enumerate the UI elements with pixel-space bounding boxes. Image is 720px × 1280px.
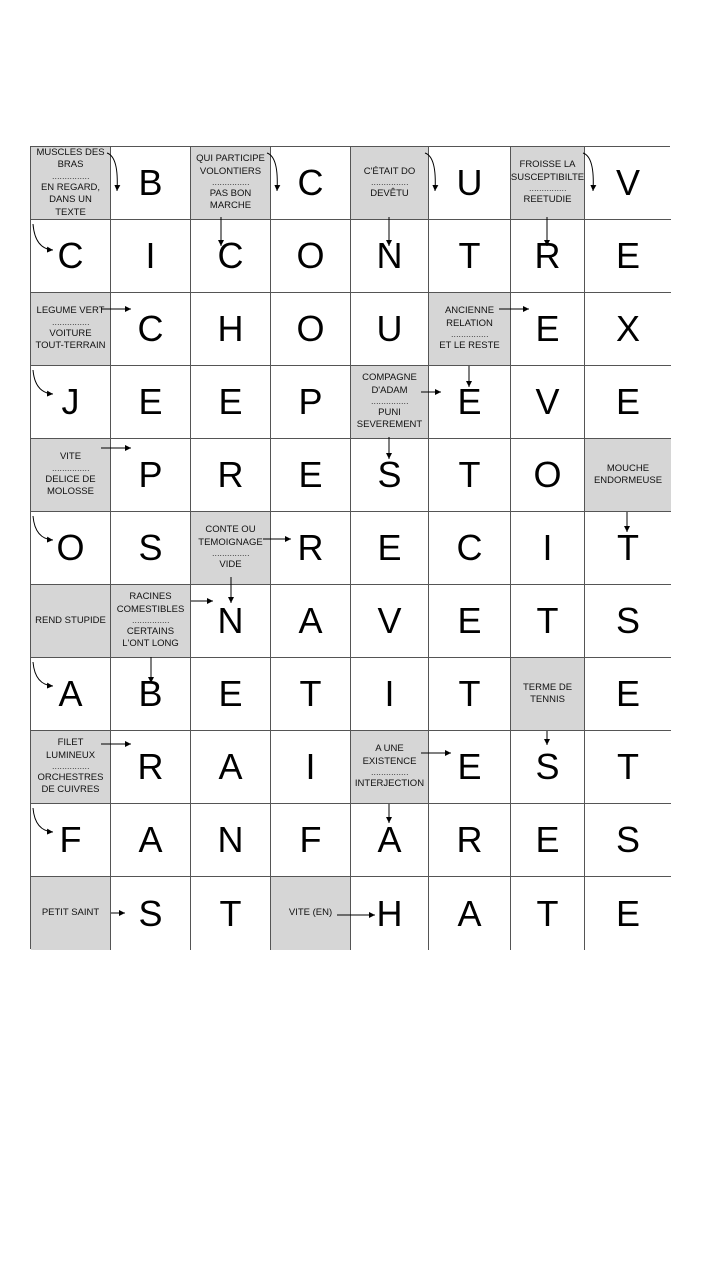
clue-cell-r7-c2 <box>111 585 191 658</box>
letter-value: E <box>377 527 402 568</box>
letter-cell-r8-c4[interactable] <box>271 658 351 731</box>
letter-cell-r8-c6[interactable] <box>429 658 511 731</box>
letter-value: C <box>57 235 84 276</box>
letter-cell-r7-c5[interactable] <box>351 585 429 658</box>
clue-cell-r8-c7 <box>511 658 585 731</box>
letter-value: N <box>217 819 244 860</box>
clue-definition: REND STUPIDE <box>35 614 106 626</box>
letter-value: O <box>296 235 325 276</box>
letter-cell-r1-c6[interactable] <box>429 147 511 220</box>
letter-cell-r2-c1[interactable] <box>31 220 111 293</box>
letter-cell-r1-c4[interactable] <box>271 147 351 220</box>
letter-value: X <box>615 308 640 349</box>
letter-cell-r2-c4[interactable] <box>271 220 351 293</box>
letter-cell-r4-c4[interactable] <box>271 366 351 439</box>
clue-definition: LEGUME VERT <box>36 305 105 317</box>
letter-cell-r9-c2[interactable] <box>111 731 191 804</box>
letter-cell-r2-c2[interactable] <box>111 220 191 293</box>
letter-value: N <box>376 235 403 276</box>
clue-definition: DEVÊTU <box>370 188 409 199</box>
letter-cell-r5-c2[interactable] <box>111 439 191 512</box>
clue-cell-r9-c1 <box>31 731 111 804</box>
clue-definition: MOUCHE ENDORMEUSE <box>593 462 663 486</box>
letter-value: F <box>59 819 82 860</box>
clue-separator: …………… <box>528 184 567 194</box>
letter-value: O <box>56 527 85 568</box>
clue-definition: COMPAGNE D'ADAM <box>362 372 417 396</box>
letter-cell-r11-c3[interactable] <box>191 877 271 950</box>
letter-cell-r9-c4[interactable] <box>271 731 351 804</box>
letter-value: T <box>536 600 559 641</box>
clue-separator: …………… <box>370 397 409 406</box>
clue-definition: ET LE RESTE <box>439 340 500 352</box>
clue-definition: PETIT SAINT <box>41 907 100 919</box>
letter-value: V <box>377 600 402 641</box>
letter-cell-r11-c8[interactable] <box>585 877 671 950</box>
letter-cell-r6-c7[interactable] <box>511 512 585 585</box>
clue-definition: TERME DE TENNIS <box>522 681 573 705</box>
clue-separator: …………… <box>370 768 409 778</box>
letter-value: C <box>137 308 164 349</box>
letter-cell-r10-c4[interactable] <box>271 804 351 877</box>
clue-cell-r3-c1 <box>31 293 111 366</box>
letter-cell-r2-c7[interactable] <box>511 220 585 293</box>
letter-cell-r3-c8[interactable] <box>585 293 671 366</box>
letter-value: I <box>305 746 316 787</box>
letter-cell-r10-c5[interactable] <box>351 804 429 877</box>
letter-value: A <box>377 819 402 860</box>
letter-cell-r2-c3[interactable] <box>191 220 271 293</box>
letter-value: H <box>217 308 244 349</box>
letter-cell-r10-c2[interactable] <box>111 804 191 877</box>
letter-value: T <box>458 454 481 495</box>
letter-cell-r5-c7[interactable] <box>511 439 585 512</box>
letter-value: P <box>298 381 323 422</box>
letter-value: T <box>617 746 639 787</box>
letter-cell-r6-c4[interactable] <box>271 512 351 585</box>
letter-value: J <box>61 381 80 422</box>
letter-value: U <box>376 308 403 349</box>
clue-cell-r3-c6 <box>429 293 511 366</box>
clue-separator: …………… <box>131 616 170 625</box>
clue-separator: …………… <box>51 463 90 473</box>
letter-value: U <box>456 162 483 203</box>
letter-value: A <box>138 819 163 860</box>
clue-separator: …………… <box>370 178 409 187</box>
clue-cell-r1-c5 <box>351 147 429 220</box>
letter-cell-r1-c2[interactable] <box>111 147 191 220</box>
clue-cell-r1-c3 <box>191 147 271 220</box>
letter-cell-r6-c1[interactable] <box>31 512 111 585</box>
clue-definition: RACINES COMESTIBLES <box>116 591 185 615</box>
letter-value: S <box>138 892 163 934</box>
letter-value: A <box>298 600 323 641</box>
letter-cell-r4-c6[interactable] <box>429 366 511 439</box>
clue-definition: ORCHESTRES DE CUIVRES <box>37 772 104 796</box>
clue-cell-r6-c3 <box>191 512 271 585</box>
letter-cell-r3-c5[interactable] <box>351 293 429 366</box>
letter-cell-r9-c8[interactable] <box>585 731 671 804</box>
letter-value: T <box>458 673 481 714</box>
letter-value: C <box>217 235 244 276</box>
letter-cell-r10-c3[interactable] <box>191 804 271 877</box>
letter-cell-r5-c3[interactable] <box>191 439 271 512</box>
letter-cell-r10-c6[interactable] <box>429 804 511 877</box>
letter-cell-r2-c8[interactable] <box>585 220 671 293</box>
letter-value: R <box>137 746 164 787</box>
letter-value: T <box>536 892 559 934</box>
letter-cell-r6-c2[interactable] <box>111 512 191 585</box>
letter-cell-r1-c8[interactable] <box>585 147 671 220</box>
letter-value: S <box>615 600 640 641</box>
letter-cell-r7-c6[interactable] <box>429 585 511 658</box>
letter-value: S <box>615 819 640 860</box>
clue-cell-r9-c5 <box>351 731 429 804</box>
letter-value: F <box>299 819 322 860</box>
letter-value: O <box>296 308 325 349</box>
letter-value: T <box>219 892 242 934</box>
clue-definition: C'ÉTAIT DO <box>363 165 416 177</box>
letter-value: B <box>138 673 163 714</box>
clue-cell-r4-c5 <box>351 366 429 439</box>
letter-value: E <box>457 746 482 787</box>
letter-cell-r7-c4[interactable] <box>271 585 351 658</box>
letter-cell-r7-c8[interactable] <box>585 585 671 658</box>
letter-cell-r5-c4[interactable] <box>271 439 351 512</box>
letter-cell-r11-c7[interactable] <box>511 877 585 950</box>
letter-cell-r8-c8[interactable] <box>585 658 671 731</box>
clue-separator: …………… <box>51 171 90 181</box>
letter-cell-r7-c7[interactable] <box>511 585 585 658</box>
clue-definition: VITE (EN) <box>288 907 333 919</box>
letter-cell-r6-c8[interactable] <box>585 512 671 585</box>
letter-cell-r11-c2[interactable] <box>111 877 191 950</box>
clue-cell-r7-c1 <box>31 585 111 658</box>
letter-cell-r3-c3[interactable] <box>191 293 271 366</box>
letter-cell-r9-c6[interactable] <box>429 731 511 804</box>
letter-value: B <box>138 162 163 203</box>
letter-cell-r10-c7[interactable] <box>511 804 585 877</box>
letter-value: E <box>615 673 640 714</box>
letter-value: S <box>535 746 560 787</box>
letter-value: A <box>457 892 482 934</box>
clue-definition: VIDE <box>219 559 242 571</box>
clue-definition: A UNE EXISTENCE <box>362 743 417 767</box>
letter-value: E <box>138 381 163 422</box>
letter-value: A <box>218 746 243 787</box>
clue-cell-r5-c1 <box>31 439 111 512</box>
letter-value: R <box>456 819 483 860</box>
letter-value: E <box>535 308 560 349</box>
letter-value: P <box>138 454 163 495</box>
letter-cell-r6-c5[interactable] <box>351 512 429 585</box>
letter-value: H <box>376 892 403 934</box>
clue-definition: FILET LUMINEUX <box>45 737 96 761</box>
letter-value: E <box>615 381 640 422</box>
letter-value: E <box>218 381 243 422</box>
clue-definition: PAS BON MARCHE <box>209 188 252 212</box>
clue-definition: INTERJECTION <box>354 778 425 790</box>
letter-value: E <box>218 673 243 714</box>
letter-cell-r8-c3[interactable] <box>191 658 271 731</box>
letter-cell-r4-c2[interactable] <box>111 366 191 439</box>
letter-value: S <box>377 454 402 495</box>
letter-value: E <box>615 235 640 276</box>
clue-definition: FROISSE LA SUSCEPTIBILTE <box>510 159 585 183</box>
letter-value: I <box>145 235 156 276</box>
letter-value: V <box>615 162 640 203</box>
clue-cell-r11-c4 <box>271 877 351 950</box>
letter-cell-r10-c8[interactable] <box>585 804 671 877</box>
letter-cell-r3-c4[interactable] <box>271 293 351 366</box>
letter-value: C <box>456 527 483 568</box>
letter-value: A <box>58 673 83 714</box>
letter-value: I <box>384 673 395 714</box>
letter-value: T <box>458 235 481 276</box>
letter-cell-r8-c2[interactable] <box>111 658 191 731</box>
letter-cell-r4-c3[interactable] <box>191 366 271 439</box>
clue-cell-r1-c7 <box>511 147 585 220</box>
letter-cell-r2-c5[interactable] <box>351 220 429 293</box>
letter-cell-r4-c1[interactable] <box>31 366 111 439</box>
letter-cell-r6-c6[interactable] <box>429 512 511 585</box>
clue-definition: CERTAINS L'ONT LONG <box>122 626 179 650</box>
clue-definition: PUNI SEVEREMENT <box>356 407 423 431</box>
letter-cell-r5-c6[interactable] <box>429 439 511 512</box>
clue-separator: …………… <box>211 549 250 559</box>
clue-definition: QUI PARTICIPE VOLONTIERS <box>196 153 265 177</box>
letter-value: O <box>533 454 562 495</box>
letter-value: R <box>217 454 244 495</box>
letter-value: E <box>298 454 323 495</box>
letter-cell-r9-c3[interactable] <box>191 731 271 804</box>
letter-value: R <box>297 527 324 568</box>
letter-cell-r4-c8[interactable] <box>585 366 671 439</box>
clue-definition: VITE <box>59 451 82 463</box>
letter-cell-r2-c6[interactable] <box>429 220 511 293</box>
letter-value: E <box>615 892 640 934</box>
clue-cell-r11-c1 <box>31 877 111 950</box>
clue-separator: …………… <box>51 762 90 771</box>
letter-cell-r8-c1[interactable] <box>31 658 111 731</box>
letter-value: E <box>457 600 482 641</box>
letter-value: E <box>535 819 560 860</box>
letter-cell-r4-c7[interactable] <box>511 366 585 439</box>
clue-separator: …………… <box>450 330 489 340</box>
clue-cell-r5-c8 <box>585 439 671 512</box>
clue-definition: MUSCLES DES BRAS <box>36 147 105 171</box>
crossword-grid <box>30 146 670 949</box>
letter-cell-r10-c1[interactable] <box>31 804 111 877</box>
letter-value: E <box>457 381 482 422</box>
letter-cell-r11-c5[interactable] <box>351 877 429 950</box>
clue-definition: VOITURE TOUT-TERRAIN <box>35 327 106 352</box>
letter-value: T <box>617 527 639 568</box>
letter-value: T <box>299 673 322 714</box>
letter-value: I <box>542 527 553 568</box>
clue-definition: DELICE DE MOLOSSE <box>45 473 96 498</box>
clue-cell-r1-c1 <box>31 147 111 220</box>
letter-cell-r3-c7[interactable] <box>511 293 585 366</box>
clue-definition: CONTE OU TEMOIGNAGE <box>198 524 263 548</box>
letter-cell-r7-c3[interactable] <box>191 585 271 658</box>
letter-value: R <box>534 235 561 276</box>
clue-definition: ANCIENNE RELATION <box>444 305 495 329</box>
letter-cell-r8-c5[interactable] <box>351 658 429 731</box>
letter-cell-r3-c2[interactable] <box>111 293 191 366</box>
clue-separator: …………… <box>211 178 250 187</box>
letter-cell-r5-c5[interactable] <box>351 439 429 512</box>
letter-value: N <box>217 600 244 641</box>
letter-value: V <box>535 381 560 422</box>
letter-value: S <box>138 527 163 568</box>
letter-value: C <box>297 162 324 203</box>
letter-cell-r11-c6[interactable] <box>429 877 511 950</box>
clue-definition: REETUDIE <box>523 194 572 206</box>
clue-definition: EN REGARD, DANS UN TEXTE <box>40 181 101 218</box>
letter-cell-r9-c7[interactable] <box>511 731 585 804</box>
clue-separator: …………… <box>51 317 90 327</box>
